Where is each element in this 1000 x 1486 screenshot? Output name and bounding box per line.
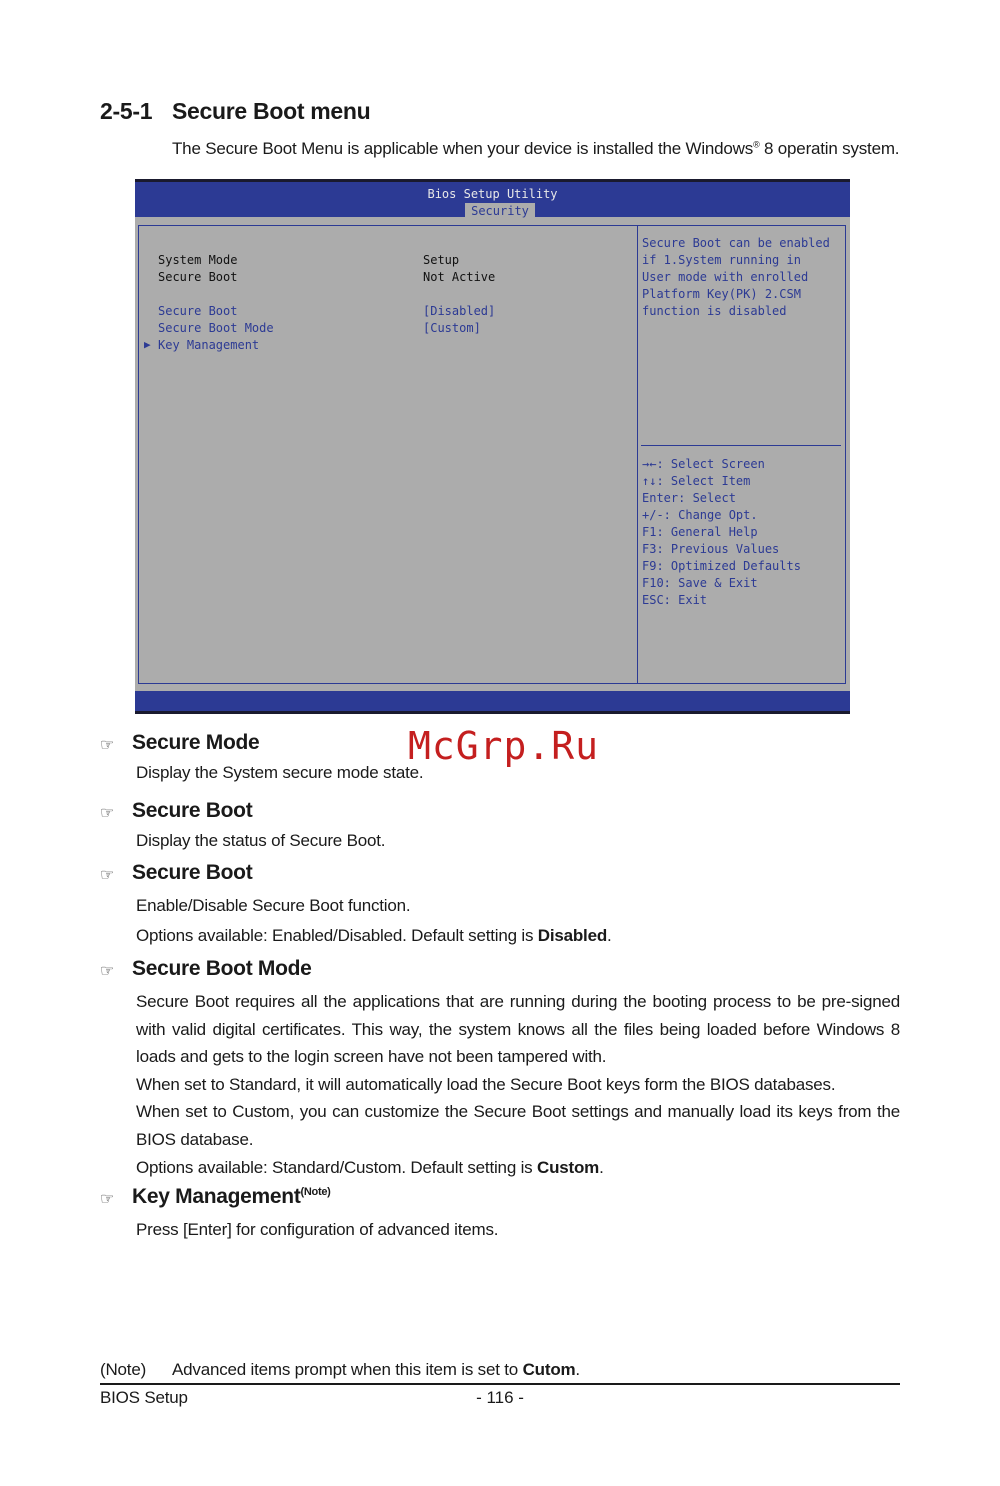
secure-boot-option[interactable]: Secure Boot: [158, 304, 238, 318]
item-heading: [100, 957, 900, 985]
item-description: Display the System secure mode state.: [136, 763, 424, 782]
help-divider: [641, 445, 841, 446]
pointing-hand-icon: ☞: [100, 963, 115, 980]
section-number: 2-5-1: [100, 98, 153, 124]
item-description: Display the status of Secure Boot.: [136, 831, 386, 850]
item-key-management: [100, 1185, 900, 1244]
help-text-line: User mode with enrolled: [642, 270, 809, 284]
bios-settings-panel: [138, 225, 638, 684]
footnote-text: Advanced items prompt when this item is set to: [172, 1360, 523, 1379]
bios-row-label: Secure Boot: [158, 270, 238, 284]
item-title: Secure Mode: [132, 731, 260, 754]
help-text-line: function is disabled: [642, 304, 787, 318]
intro-text: [172, 139, 899, 159]
pointing-hand-icon: ☞: [100, 805, 115, 822]
item-heading: [100, 731, 900, 759]
registered-mark: ®: [753, 139, 760, 150]
secure-boot-mode-value[interactable]: [Custom]: [423, 321, 481, 335]
help-text-line: Secure Boot can be enabled: [642, 236, 830, 250]
note-marker: (Note): [300, 1186, 331, 1198]
help-text-line: if 1.System running in: [642, 253, 801, 267]
key-legend-line: ESC: Exit: [642, 593, 708, 607]
intro-before: The Secure Boot Menu is applicable when your device is installed the Windows: [172, 139, 754, 158]
page-number: - 116 -: [476, 1388, 524, 1407]
item-heading: [100, 1185, 900, 1213]
footnote-bold: Cutom: [522, 1360, 576, 1379]
key-legend-line: F10: Save & Exit: [642, 576, 758, 590]
item-heading: [100, 861, 900, 889]
item-secure-boot-status: [100, 799, 900, 855]
intro-after: 8 operatin system.: [759, 139, 900, 158]
item-secure-boot-function: [100, 861, 900, 949]
key-legend-line: F1: General Help: [642, 525, 758, 539]
item-options: [136, 1154, 900, 1182]
pointing-hand-icon: ☞: [100, 1191, 115, 1208]
pointing-hand-icon: ☞: [100, 867, 115, 884]
footnote: [100, 1360, 580, 1380]
item-description: Enable/Disable Secure Boot function.: [136, 896, 411, 915]
tab-security[interactable]: Security: [465, 203, 535, 220]
item-secure-boot-mode: [100, 957, 900, 1181]
default-value: Custom: [537, 1157, 600, 1177]
bios-header: [135, 179, 850, 217]
key-management-submenu[interactable]: Key Management: [158, 338, 260, 352]
key-legend-line: F3: Previous Values: [642, 542, 780, 556]
key-legend-line: F9: Optimized Defaults: [642, 559, 801, 573]
secure-boot-value[interactable]: [Disabled]: [423, 304, 496, 318]
period: .: [575, 1360, 580, 1379]
submenu-arrow-icon: ▶: [144, 338, 151, 351]
item-options: [136, 922, 900, 950]
bios-screenshot: [135, 179, 850, 714]
help-text-line: Platform Key(PK) 2.CSM: [642, 287, 801, 301]
item-secure-mode: [100, 731, 900, 787]
pointing-hand-icon: ☞: [100, 737, 115, 754]
key-legend-line: ↑↓: Select Item: [642, 474, 751, 488]
bios-footer-bar: [135, 691, 850, 714]
footnote-label: (Note): [100, 1360, 147, 1379]
item-description: When set to Standard, it will automatically load the Secure Boot keys form the BIOS databases.: [136, 1074, 836, 1094]
options-text: Options available: Enabled/Disabled. Default setting is: [136, 925, 538, 945]
bios-title: Bios Setup Utility: [427, 187, 558, 201]
period: .: [599, 1157, 604, 1177]
section-title-text: Secure Boot menu: [172, 98, 371, 124]
period: .: [607, 925, 612, 945]
bios-row-value: Not Active: [423, 270, 496, 284]
item-title: Secure Boot Mode: [132, 957, 312, 980]
default-value: Disabled: [537, 925, 608, 945]
item-heading: [100, 799, 900, 827]
item-title: Secure Boot: [132, 799, 253, 822]
footer-rule: [100, 1383, 900, 1385]
secure-boot-mode-option[interactable]: Secure Boot Mode: [158, 321, 274, 335]
bios-row-value: Setup: [423, 253, 460, 267]
item-title: Key Management: [132, 1185, 301, 1208]
bios-row-label: System Mode: [158, 253, 238, 267]
section-title: [100, 98, 370, 125]
item-description: Press [Enter] for configuration of advanced items.: [136, 1220, 499, 1239]
footer-section-name: BIOS Setup: [100, 1388, 188, 1407]
options-text: Options available: Standard/Custom. Default setting is: [136, 1157, 537, 1177]
bios-help-panel: [638, 225, 846, 684]
key-legend-line: Enter: Select: [642, 491, 736, 505]
key-legend-line: →←: Select Screen: [642, 457, 765, 471]
item-title: Secure Boot: [132, 861, 253, 884]
item-description: Secure Boot requires all the applications that are running during the booting process to be pre-signed with valid digital certificates. This way, the system knows all the files being loaded before Windows 8 loads and gets to the login screen have not been tampered with.: [136, 992, 900, 1067]
watermark: McGrp.Ru: [408, 724, 600, 768]
item-description: When set to Custom, you can customize the Secure Boot settings and manually load its keys from the BIOS database.: [136, 1102, 900, 1149]
key-legend-line: +/-: Change Opt.: [642, 508, 758, 522]
